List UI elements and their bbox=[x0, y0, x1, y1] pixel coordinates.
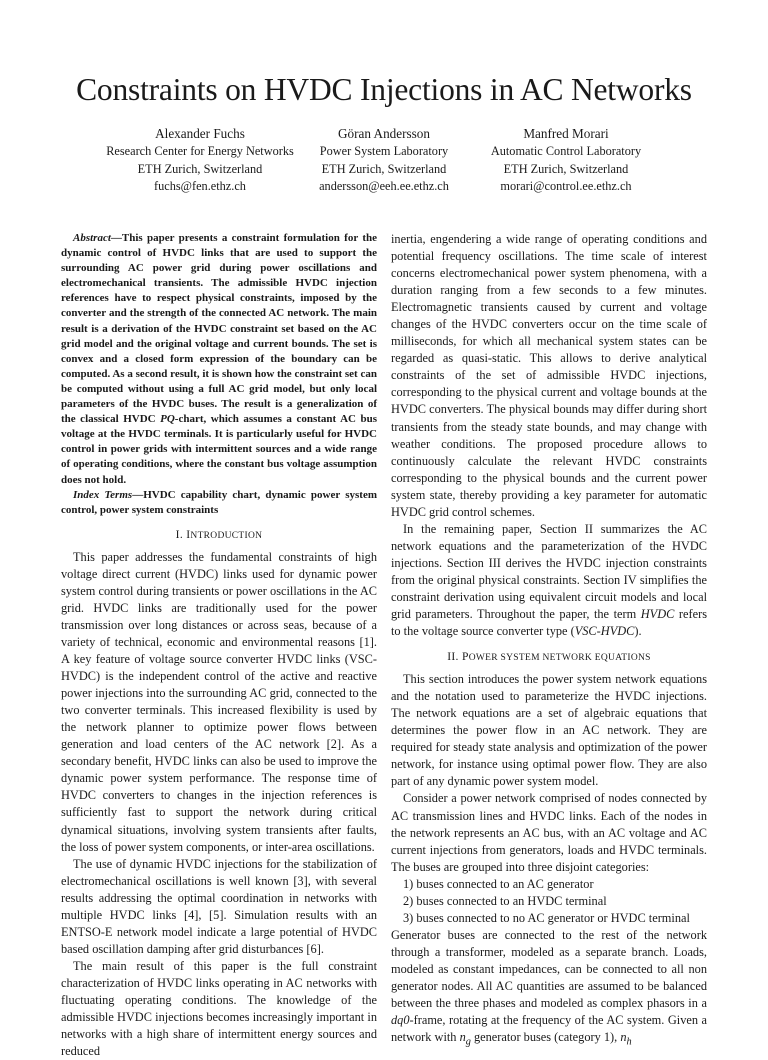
paper-title: Constraints on HVDC Injections in AC Networks bbox=[76, 72, 692, 107]
section-numeral: I. bbox=[175, 527, 184, 541]
network-paragraph-1: This section introduces the power system network equations and the notation used to parameterize the HVDC injections. The network equations are a set of algebraic equations that determines the power flow in an AC network. They are required for steady state analysis and optimization of the power network, for instance using optimal power flow. They are also part of any dynamic power system model. bbox=[391, 672, 707, 789]
list-item: 2) buses connected to an HVDC terminal bbox=[403, 893, 607, 908]
index-terms-text: —HVDC capability chart, dynamic power system control, power system constraints bbox=[61, 488, 377, 516]
section-heading-network-equations bbox=[391, 649, 707, 666]
heading-smallcaps: OWER SYSTEM NETWORK EQUATIONS bbox=[468, 653, 651, 664]
author-location: ETH Zurich, Switzerland bbox=[137, 161, 263, 176]
author-email: morari@control.ee.ethz.ch bbox=[500, 179, 632, 194]
intro-paragraph-3-continued: inertia, engendering a wide range of operating conditions and potential frequency oscillations. The time scale of interest concerns electromechanical power system phenomena, with a duration ranging from a few seconds to a few minutes. Electromagnetic transients caused by current and voltage changes of the HVDC converters occur on the time scale of milliseconds, for which all mechanical system states can be regarded as quasi-static. This allows to derive analytical constraints of the set of admissible HVDC injections, corresponding to the physical current and voltage bounds at the HVDC converters. The physical bounds may differ during short transients from the steady state bounds, and may change with weather conditions. The proposed procedure allows to continuously calculate the relevant HVDC constraints corresponding to the physical bounds and the current power system state, thereby providing a key parameter for automatic HVDC grid control schemes. bbox=[391, 232, 707, 519]
math-n: n bbox=[459, 1030, 466, 1045]
network-paragraph-3 bbox=[391, 927, 707, 1051]
list-item: 3) buses connected to no AC generator or HVDC terminal bbox=[403, 910, 690, 925]
list-item: 1) buses connected to an AC generator bbox=[403, 876, 594, 891]
abstract-label: Abstract bbox=[73, 232, 111, 244]
term-hvdc: HVDC bbox=[640, 607, 675, 622]
network-paragraph-2: Consider a power network comprised of nodes connected by AC transmission lines and HVDC links. Each of the nodes in the network represents an AC bus, with an AC voltage and AC current injections from generators, loads and HVDC terminals. The buses are grouped into three disjoint categories: bbox=[391, 791, 707, 874]
author-location: ETH Zurich, Switzerland bbox=[321, 161, 447, 176]
text-span: ). bbox=[634, 624, 642, 639]
heading-smallcaps: NTRODUCTION bbox=[190, 530, 263, 541]
abstract-text-b: -chart, which assumes a constant AC bus voltage at the HVDC terminals. It is particularly useful for HVDC control in power grids with intermittent sources and a wide range of operating conditions, where the constant bus voltage assumption does not hold. bbox=[61, 413, 377, 486]
text-span: refers to the voltage source converter type ( bbox=[391, 607, 707, 639]
section-heading-introduction bbox=[61, 527, 377, 544]
author-location: ETH Zurich, Switzerland bbox=[503, 161, 629, 176]
left-column bbox=[61, 231, 377, 1060]
abstract bbox=[61, 231, 377, 488]
intro-paragraph-4 bbox=[391, 521, 707, 640]
author-block-morari bbox=[446, 124, 686, 196]
author-affiliation: Automatic Control Laboratory bbox=[490, 144, 642, 158]
term-vsc-hvdc: VSC-HVDC bbox=[574, 624, 635, 639]
intro-paragraph-3: The main result of this paper is the full constraint characterization of HVDC links operating in AC networks with fluctuating operating conditions. The knowledge of the admissible HVDC injections becomes increasingly important in networks with a high share of intermittent energy sources and reduced bbox=[61, 958, 377, 1059]
bus-category-list bbox=[391, 876, 707, 927]
math-dq0: dq0 bbox=[391, 1013, 410, 1028]
author-email: fuchs@fen.ethz.ch bbox=[154, 179, 246, 194]
text-span: Generator buses are connected to the rest of the network through a transformer, modeled as a separate branch. Loads, modeled as constant impedances, can be connected to all non generator nodes. All AC quantities are assumed to be balanced between the three phases and modeled as complex phasors in a bbox=[391, 927, 707, 1011]
heading-initial: I bbox=[186, 527, 191, 541]
author-name: Manfred Morari bbox=[523, 126, 609, 141]
math-subscript-h: h bbox=[626, 1036, 632, 1048]
author-email: andersson@eeh.ee.ethz.ch bbox=[319, 179, 449, 194]
intro-paragraph-1: This paper addresses the fundamental constraints of high voltage direct current (HVDC) links used for dynamic power system control during transients or power oscillations in the AC grid. HVDC links are traditionally used for the power transmission over long distances or across seas, because of a variety of technical, economic and environmental reasons [1]. A key feature of voltage source converter HVDC links (VSC-HVDC) is the independent control of the active and reactive power injections into the surrounding AC grid, connected to the two converter terminals. This increased flexibility is used by the network planner to optimize power flows between generation and load centers of the AC network [2]. As a secondary benefit, HVDC links can also be used to improve the dynamic power system performance. The response time of HVDC converters to changes in the injection references is sufficiently fast to support the network during critical dynamical situations, involving system transients after faults, the loss of power system components, or inter-area oscillations. bbox=[61, 549, 377, 854]
text-span: In the remaining paper, Section II summarizes the AC network equations and the parameterization of the HVDC injections. Section III derives the HVDC injection constraints from the original physical constraints. Section IV simplifies the constraint derivation using equivalent circuit models and local grid parameters. Throughout the paper, the term bbox=[391, 521, 707, 622]
abstract-text-a: —This paper presents a constraint formulation for the dynamic control of HVDC links that are used to support the surrounding AC power grid during power oscillations and electromechanical transients. The admissible HVDC injection references have to respect physical constraints, imposed by the converter and the strength of the connected AC network. The main result is a derivation of the HVDC constraint set based on the AC grid model and the original voltage and current bounds. The set is convex and a closed form expression of the boundary can be computed. As a second result, it is shown how the constraint set can be computed without using a full AC grid model, but only local parameters of the HVDC buses. The result is a generalization of the classical HVDC bbox=[61, 232, 377, 426]
abstract-pq-symbol: PQ bbox=[160, 413, 175, 426]
index-terms-label: Index Terms bbox=[73, 488, 133, 501]
heading-initial: P bbox=[461, 650, 469, 664]
author-affiliation: Power System Laboratory bbox=[319, 144, 449, 158]
text-span: -frame, rotating at the frequency of the AC system. Given a network with bbox=[391, 1013, 707, 1045]
math-n: n bbox=[620, 1030, 627, 1045]
intro-paragraph-2: The use of dynamic HVDC injections for the stabilization of electromechanical oscillations is well known [3], with several results addressing the optimal coordination in networks with multiple HVDC links [4], [5]. Simulation results with an ENTSO-E network model indicate a large potential of HVDC based oscillation damping after grid disturbances [6]. bbox=[61, 856, 377, 956]
text-span: generator buses (category 1), bbox=[470, 1030, 621, 1045]
right-column bbox=[391, 231, 707, 1051]
author-affiliation: Research Center for Energy Networks bbox=[106, 144, 294, 158]
index-terms bbox=[61, 488, 377, 518]
section-numeral: II. bbox=[447, 650, 459, 664]
author-name: Göran Andersson bbox=[338, 126, 430, 141]
math-subscript-g: g bbox=[465, 1036, 471, 1048]
author-name: Alexander Fuchs bbox=[155, 126, 245, 141]
